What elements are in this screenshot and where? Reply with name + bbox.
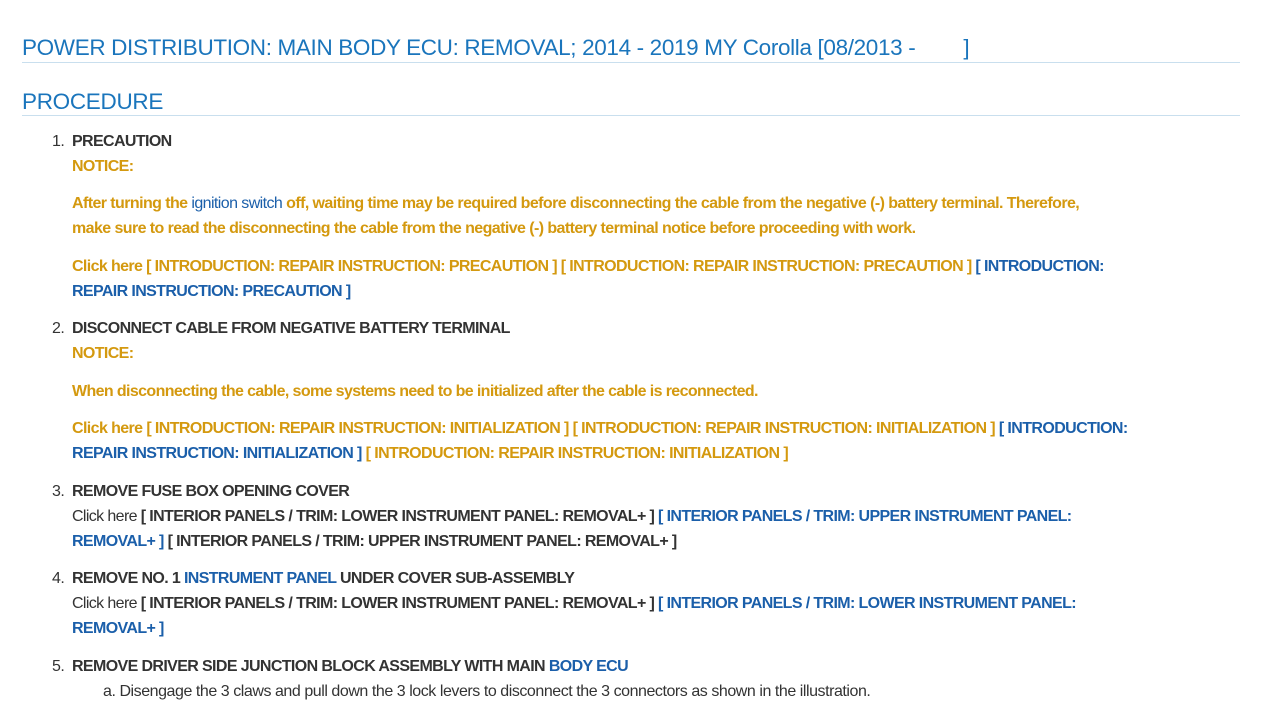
precaution-link[interactable]: [ INTRODUCTION: REPAIR INSTRUCTION: PRECAUTION ] — [146, 258, 557, 275]
click-here-row — [72, 506, 1072, 528]
section-heading: PROCEDURE — [22, 89, 164, 114]
click-here-label: Click here — [72, 595, 137, 612]
step-title-part: REMOVE NO. 1 — [72, 570, 181, 587]
interior-panel-link[interactable]: [ INTERIOR PANELS / TRIM: LOWER INSTRUMENT PANEL: REMOVAL+ ] — [140, 508, 655, 525]
step-title: REMOVE FUSE BOX OPENING COVER — [72, 483, 350, 500]
interior-panel-link[interactable]: [ INTERIOR PANELS / TRIM: LOWER INSTRUMENT PANEL: REMOVAL+ ] — [140, 595, 655, 612]
interior-panel-link-continued[interactable]: REMOVAL+ ] — [72, 620, 164, 637]
click-here-row-continued — [72, 443, 788, 465]
body-ecu-link[interactable]: BODY ECU — [548, 658, 629, 675]
step-number: 4. — [52, 570, 65, 587]
step-title-part: UNDER COVER SUB-ASSEMBLY — [339, 570, 575, 587]
step-title: DISCONNECT CABLE FROM NEGATIVE BATTERY TERMINAL — [72, 320, 510, 337]
substep-letter: a. — [103, 683, 116, 700]
step-title-part: REMOVE DRIVER SIDE JUNCTION BLOCK ASSEMBLY WITH MAIN — [72, 658, 545, 675]
interior-panel-link-continued[interactable]: REMOVAL+ ] — [72, 533, 164, 550]
step-number: 1. — [52, 133, 65, 150]
click-here-row — [72, 418, 1128, 440]
instrument-panel-link[interactable]: INSTRUMENT PANEL — [183, 570, 337, 587]
click-here-label: Click here — [72, 508, 137, 525]
notice-label: NOTICE: — [72, 158, 134, 175]
step-title: PRECAUTION — [72, 133, 172, 150]
step-number: 3. — [52, 483, 65, 500]
interior-panel-link[interactable]: [ INTERIOR PANELS / TRIM: UPPER INSTRUMENT PANEL: — [658, 508, 1072, 525]
interior-panel-link[interactable]: [ INTERIOR PANELS / TRIM: LOWER INSTRUMENT PANEL: — [658, 595, 1076, 612]
notice-text: When disconnecting the cable, some systems need to be initialized after the cable is reconnected. — [72, 383, 758, 400]
section-divider — [22, 115, 1240, 116]
page-title-bracket: ] — [963, 35, 970, 60]
precaution-link[interactable]: [ INTRODUCTION: — [975, 258, 1104, 275]
interior-panel-link[interactable]: [ INTERIOR PANELS / TRIM: UPPER INSTRUMENT PANEL: REMOVAL+ ] — [167, 533, 677, 550]
notice-label: NOTICE: — [72, 345, 134, 362]
substep — [103, 681, 870, 703]
click-here-row — [72, 593, 1076, 615]
click-here-label: Click here — [72, 258, 143, 275]
click-here-row — [72, 256, 1104, 278]
ignition-switch-link[interactable]: ignition switch — [191, 195, 283, 212]
step-title — [72, 656, 628, 678]
notice-text-line-2: make sure to read the disconnecting the cable from the negative (-) battery terminal notice before proceeding with work. — [72, 220, 916, 237]
initialization-link[interactable]: [ INTRODUCTION: REPAIR INSTRUCTION: INITIALIZATION ] — [572, 420, 995, 437]
notice-text — [72, 193, 1079, 215]
initialization-link[interactable]: [ INTRODUCTION: REPAIR INSTRUCTION: INITIALIZATION ] — [365, 445, 789, 462]
click-here-label: Click here — [72, 420, 143, 437]
page-title-text: POWER DISTRIBUTION: MAIN BODY ECU: REMOVAL; 2014 - 2019 MY Corolla [08/2013 - — [22, 35, 916, 60]
title-divider — [22, 62, 1240, 63]
initialization-link[interactable]: [ INTRODUCTION: — [998, 420, 1128, 437]
initialization-link-continued[interactable]: REPAIR INSTRUCTION: INITIALIZATION ] — [72, 445, 362, 462]
step-number: 2. — [52, 320, 65, 337]
page-title — [22, 34, 969, 62]
precaution-link[interactable]: [ INTRODUCTION: REPAIR INSTRUCTION: PRECAUTION ] — [560, 258, 972, 275]
notice-text-part: off, waiting time may be required before disconnecting the cable from the negative (-) battery terminal. Therefore, — [286, 195, 1080, 212]
step-number: 5. — [52, 658, 65, 675]
initialization-link[interactable]: [ INTRODUCTION: REPAIR INSTRUCTION: INITIALIZATION ] — [146, 420, 569, 437]
precaution-link-continued[interactable]: REPAIR INSTRUCTION: PRECAUTION ] — [72, 283, 351, 300]
notice-text-part: After turning the — [72, 195, 188, 212]
substep-text: Disengage the 3 claws and pull down the 3 lock levers to disconnect the 3 connectors as shown in the illustration. — [119, 683, 871, 700]
step-title — [72, 568, 574, 590]
click-here-row-continued — [72, 531, 677, 553]
